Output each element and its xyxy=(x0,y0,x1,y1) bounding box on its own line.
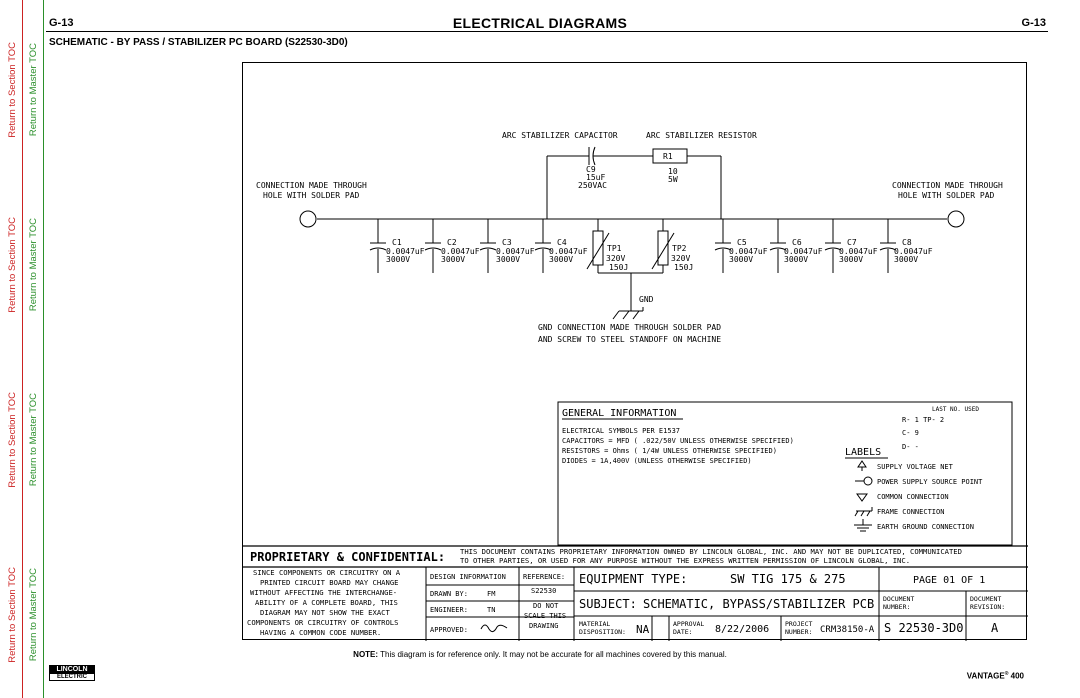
general-info-block xyxy=(558,402,1012,545)
c8-value: 0.0047uF xyxy=(894,247,933,256)
link-label: Return to Master TOC xyxy=(28,218,39,312)
disclaimer-line-2: PRINTED CIRCUIT BOARD MAY CHANGE xyxy=(260,578,399,587)
c5-name: C5 xyxy=(737,238,747,247)
gi-line-4: DIODES = 1A,400V (UNLESS OTHERWISE SPECIFIED) xyxy=(562,457,752,465)
r1-value: 10 xyxy=(668,167,678,176)
proprietary-text-1: THIS DOCUMENT CONTAINS PROPRIETARY INFORMATION OWNED BY LINCOLN GLOBAL, INC. AND MAY NOT BE DUPLICATED, COMMUNICATED xyxy=(460,547,962,556)
project-label-1: PROJECT xyxy=(785,620,813,628)
subject-label: SUBJECT: xyxy=(579,597,637,611)
r1-name: R1 xyxy=(663,152,673,161)
do-not-scale-line-3: DRAWING xyxy=(529,622,559,630)
link-label: Return to Section TOC xyxy=(7,392,18,488)
c9-rating: 250VAC xyxy=(578,181,607,190)
drawn-by-label: DRAWN BY: xyxy=(430,590,468,598)
drawn-by-value: FM xyxy=(487,590,496,598)
disclaimer-line-7: HAVING A COMMON CODE NUMBER. xyxy=(260,628,382,637)
c3-value: 0.0047uF xyxy=(496,247,535,256)
doc-number-label-1: DOCUMENT xyxy=(883,595,915,603)
proprietary-bar xyxy=(243,546,1028,567)
toc-sidebar xyxy=(0,0,44,698)
gnd-note-line2: AND SCREW TO STEEL STANDOFF ON MACHINE xyxy=(538,335,722,344)
tp2-voltage: 320V xyxy=(671,254,691,263)
lincoln-electric-logo xyxy=(49,665,95,681)
logo-top: LINCOLN xyxy=(50,666,94,674)
return-to-master-toc-link-2[interactable] xyxy=(24,190,43,340)
disclaimer-line-3: WITHOUT AFFECTING THE INTERCHANGE- xyxy=(250,588,398,597)
model-sup: ® xyxy=(1004,671,1009,677)
last-used-r-tp: R- 1 TP- 2 xyxy=(902,416,945,424)
model-name xyxy=(967,671,1024,681)
material-label-1: MATERIAL xyxy=(579,620,611,628)
label-power-supply-source: POWER SUPPLY SOURCE POINT xyxy=(877,478,983,486)
link-label: Return to Section TOC xyxy=(7,42,18,138)
conn-right-line1: CONNECTION MADE THROUGH xyxy=(892,181,1003,190)
c4-value: 0.0047uF xyxy=(549,247,588,256)
project-value: CRM38150-A xyxy=(820,625,875,635)
doc-number-label-2: NUMBER: xyxy=(883,603,911,611)
disclaimer-line-6: COMPONENTS OR CIRCUITRY OF CONTROLS xyxy=(247,618,399,627)
doc-rev-value: A xyxy=(991,621,999,635)
return-to-section-toc-link-2[interactable] xyxy=(3,190,22,340)
logo-bottom: ELECTRIC xyxy=(57,674,87,680)
conn-left-line2: HOLE WITH SOLDER PAD xyxy=(263,191,360,200)
page-of-label: PAGE 01 OF 1 xyxy=(913,575,986,586)
c1-value: 0.0047uF xyxy=(386,247,425,256)
c6-name: C6 xyxy=(792,238,802,247)
note-text: This diagram is for reference only. It may not be accurate for all machines covered by this manual. xyxy=(378,650,727,659)
gnd-label: GND xyxy=(639,295,654,304)
return-to-master-toc-link-1[interactable] xyxy=(24,15,43,165)
disclaimer-line-4: ABILITY OF A COMPLETE BOARD, THIS xyxy=(255,598,398,607)
labels-title: LABELS xyxy=(845,447,882,458)
disclaimer-line-1: SINCE COMPONENTS OR CIRCUITRY ON A xyxy=(253,568,401,577)
page-number-left: G-13 xyxy=(49,17,74,29)
return-to-master-toc-link-4[interactable] xyxy=(24,540,43,690)
tp1-voltage: 320V xyxy=(606,254,626,263)
tp2-name: TP2 xyxy=(672,244,687,253)
c5-value: 0.0047uF xyxy=(729,247,768,256)
label-earth-ground: EARTH GROUND CONNECTION xyxy=(877,523,974,531)
return-to-section-toc-link-3[interactable] xyxy=(3,365,22,515)
link-label: Return to Section TOC xyxy=(7,217,18,313)
last-used-d: D- - xyxy=(902,443,919,451)
frame-connection-icon xyxy=(855,507,872,516)
arc-res-label: ARC STABILIZER RESISTOR xyxy=(646,131,757,140)
approver-signature xyxy=(481,625,507,632)
arc-cap-label: ARC STABILIZER CAPACITOR xyxy=(502,131,618,140)
c1-name: C1 xyxy=(392,238,402,247)
c5-rating: 3000V xyxy=(729,255,754,264)
project-label-2: NUMBER: xyxy=(785,628,813,636)
c3-rating: 3000V xyxy=(496,255,521,264)
c9-name: C9 xyxy=(586,165,596,174)
c1-rating: 3000V xyxy=(386,255,411,264)
master-toc-column xyxy=(24,0,44,698)
link-label: Return to Master TOC xyxy=(28,43,39,137)
do-not-scale-line-1: DO NOT xyxy=(533,602,559,610)
doc-rev-label-1: DOCUMENT xyxy=(970,595,1002,603)
proprietary-title: PROPRIETARY & CONFIDENTIAL: xyxy=(250,550,446,564)
conn-right-line2: HOLE WITH SOLDER PAD xyxy=(898,191,995,200)
c3-name: C3 xyxy=(502,238,512,247)
c7-value: 0.0047uF xyxy=(839,247,878,256)
equipment-type-value: SW TIG 175 & 275 xyxy=(730,572,846,586)
c7-name: C7 xyxy=(847,238,857,247)
approval-label-1: APPROVAL xyxy=(673,620,705,628)
r1-rating: 5W xyxy=(668,175,678,184)
c6-rating: 3000V xyxy=(784,255,809,264)
c6-value: 0.0047uF xyxy=(784,247,823,256)
section-toc-column xyxy=(3,0,23,698)
material-value: NA xyxy=(636,623,650,636)
link-label: Return to Section TOC xyxy=(7,567,18,663)
supply-voltage-icon xyxy=(858,461,866,471)
c2-value: 0.0047uF xyxy=(441,247,480,256)
last-used-c: C- 9 xyxy=(902,429,919,437)
approval-label-2: DATE: xyxy=(673,628,693,636)
link-label: Return to Master TOC xyxy=(28,393,39,487)
tp2-energy: 150J xyxy=(674,263,694,272)
c9-value: 15uF xyxy=(586,173,606,182)
c4-rating: 3000V xyxy=(549,255,574,264)
label-supply-voltage-net: SUPPLY VOLTAGE NET xyxy=(877,463,953,471)
c7-rating: 3000V xyxy=(839,255,864,264)
tp1-energy: 150J xyxy=(609,263,629,272)
footer-note xyxy=(0,650,1080,659)
c2-rating: 3000V xyxy=(441,255,466,264)
do-not-scale-line-2: SCALE THIS xyxy=(524,612,567,620)
link-label: Return to Master TOC xyxy=(28,568,39,662)
design-info-label: DESIGN INFORMATION xyxy=(430,573,506,581)
gnd-note-line1: GND CONNECTION MADE THROUGH SOLDER PAD xyxy=(538,323,722,332)
subject-value: SCHEMATIC, BYPASS/STABILIZER PCB xyxy=(643,597,875,611)
doc-rev-label-2: REVISION: xyxy=(970,603,1006,611)
general-info-title: GENERAL INFORMATION xyxy=(562,408,677,419)
engineer-value: TN xyxy=(487,606,496,614)
equipment-type-label: EQUIPMENT TYPE: xyxy=(579,572,688,586)
approval-date-value: 8/22/2006 xyxy=(715,624,770,635)
return-to-master-toc-link-3[interactable] xyxy=(24,365,43,515)
label-frame-connection: FRAME CONNECTION xyxy=(877,508,945,516)
header-divider xyxy=(46,31,1048,32)
c8-name: C8 xyxy=(902,238,912,247)
last-no-used-label: LAST NO. USED xyxy=(932,406,979,413)
c2-name: C2 xyxy=(447,238,457,247)
note-bold: NOTE: xyxy=(353,650,379,659)
doc-number-value: S 22530-3D0 xyxy=(884,621,964,635)
page-number-right: G-13 xyxy=(1021,17,1046,29)
model-text: VANTAGE xyxy=(966,671,1005,681)
conn-left-line1: CONNECTION MADE THROUGH xyxy=(256,181,367,190)
disclaimer-line-5: DIAGRAM MAY NOT SHOW THE EXACT xyxy=(260,608,390,617)
schematic-drawing xyxy=(243,63,1028,641)
c4-name: C4 xyxy=(557,238,567,247)
material-label-2: DISPOSITION: xyxy=(579,628,626,636)
c8-rating: 3000V xyxy=(894,255,919,264)
return-to-section-toc-link-1[interactable] xyxy=(3,15,22,165)
return-to-section-toc-link-4[interactable] xyxy=(3,540,22,690)
model-number: 400 xyxy=(1008,671,1024,681)
section-subtitle: SCHEMATIC - BY PASS / STABILIZER PC BOARD (S22530-3D0) xyxy=(49,37,348,48)
label-common-connection: COMMON CONNECTION xyxy=(877,493,949,501)
gi-line-1: ELECTRICAL SYMBOLS PER E1537 xyxy=(562,427,681,435)
earth-ground-icon xyxy=(854,519,872,531)
gi-line-2: CAPACITORS = MFD ( .022/50V UNLESS OTHERWISE SPECIFIED) xyxy=(562,437,794,445)
power-source-icon xyxy=(864,477,872,485)
tp1-name: TP1 xyxy=(607,244,622,253)
page-title: ELECTRICAL DIAGRAMS xyxy=(452,15,628,31)
reference-label: REFERENCE: xyxy=(523,573,566,581)
gi-line-3: RESISTORS = Ohms ( 1/4W UNLESS OTHERWISE SPECIFIED) xyxy=(562,447,777,455)
schematic-sheet xyxy=(242,62,1027,640)
approved-label: APPROVED: xyxy=(430,626,468,634)
common-connection-icon xyxy=(857,494,867,501)
reference-value: S22530 xyxy=(531,587,557,595)
engineer-label: ENGINEER: xyxy=(430,606,468,614)
proprietary-text-2: TO OTHER PARTIES, OR USED FOR ANY PURPOSE WITHOUT THE EXPRESS WRITTEN PERMISSION OF LINCOLN GLOBAL, INC. xyxy=(460,556,911,565)
